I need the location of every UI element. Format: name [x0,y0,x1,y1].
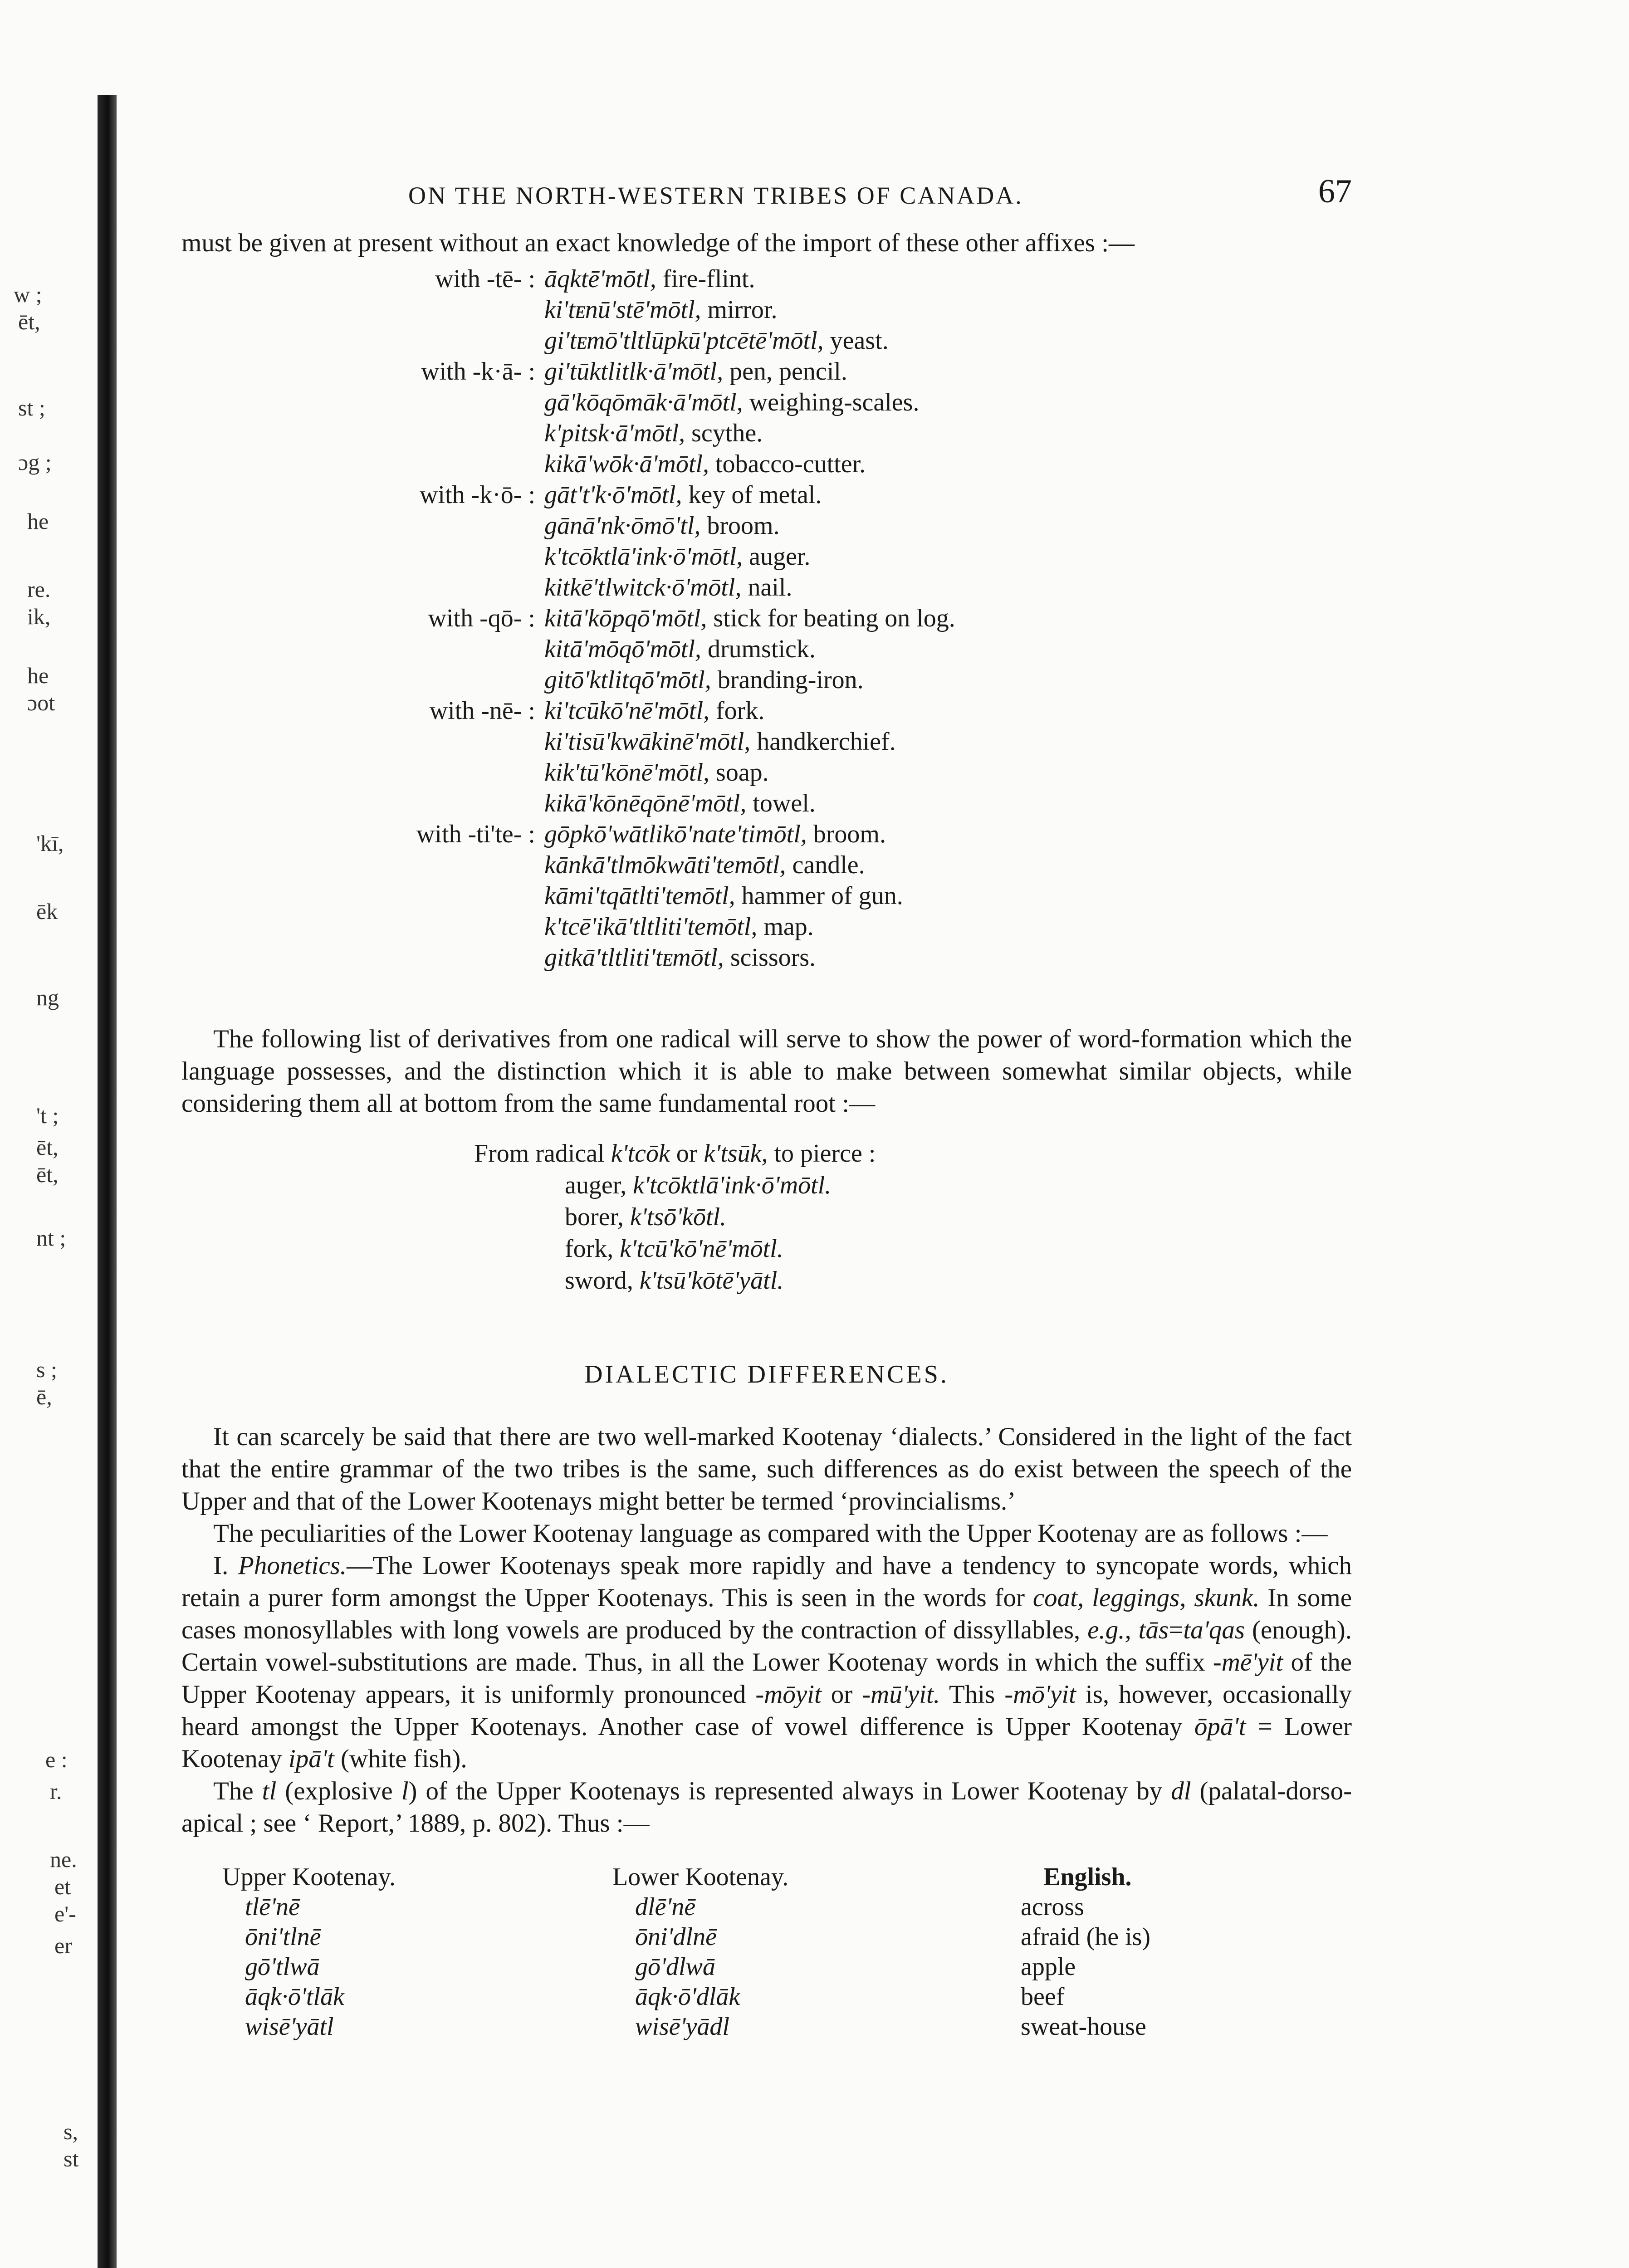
table-cell: gō'tlwā [245,1953,320,1981]
suffix-entry: k'pitsk·ā'mōtl, scythe. [544,419,763,447]
suffix-entry: gi'tūktlitlk·ā'mōtl, pen, pencil. [544,357,847,386]
margin-text: ēk [36,899,58,924]
table-cell: gō'dlwā [635,1953,715,1981]
table-cell: afraid (he is) [1021,1923,1151,1951]
comparison-table [181,1862,1352,2042]
table-header-cell: Lower Kootenay. [612,1863,789,1891]
dialect-paragraph-2: The peculiarities of the Lower Kootenay language as compared with the Upper Kootenay are as follows :— [213,1519,1328,1548]
margin-text: he [27,663,49,688]
page-number: 67 [1318,173,1352,210]
margin-text: ɔg ; [18,450,52,475]
margin-text: ɔot [27,690,55,715]
margin-text: ēt, [36,1162,59,1187]
suffix-entry: gi'tᴇmō'tltlūpkū'ptcētē'mōtl, yeast. [544,327,889,355]
suffix-group-te [181,264,1352,356]
table-cell: apple [1021,1953,1076,1981]
radical-derivative: sword, k'tsū'kōtē'yātl. [565,1266,784,1295]
table-cell: ōni'tlnē [245,1923,321,1951]
suffix-entry: gāt't'k·ō'mōtl, key of metal. [544,481,822,509]
suffix-entry: k'tcē'ikā'tltliti'temōtl, map. [544,913,814,941]
margin-text: e : [45,1747,68,1772]
table-cell: wisē'yādl [635,2013,729,2041]
table-row [181,1952,1352,1982]
margin-text: er [54,1933,72,1958]
suffix-group-qo [181,603,1352,695]
suffix-list [181,264,1352,973]
suffix-entry: kik'tū'kōnē'mōtl, soap. [544,758,769,787]
margin-text: nt ; [36,1225,66,1251]
radical-intro: From radical k'tcōk or k'tsūk, to pierce : [474,1139,876,1168]
suffix-group-ko [181,479,1352,603]
margin-text: w ; [14,282,42,307]
suffix-group-ka [181,356,1352,479]
margin-text: re. [27,577,51,602]
margin-text: e'- [54,1901,76,1926]
suffix-label: with -nē- : [429,697,535,725]
table-cell: āqk·ō'dlāk [635,1983,740,2011]
tl-paragraph: The tl (explosive l) of the Upper Kootenays is represented always in Lower Kootenay by dl (palatal-dorso-apical ; see ‘ Report,’ 1889, p. 802). Thus :— [181,1777,1352,1838]
suffix-label: with -k·ā- : [421,357,535,386]
suffix-entry: kikā'wōk·ā'mōtl, tobacco-cutter. [544,450,866,478]
margin-text: st [64,2146,79,2171]
suffix-entry: gitō'ktlitqō'mōtl, branding-iron. [544,666,864,694]
table-cell: ōni'dlnē [635,1923,717,1951]
suffix-group-ne [181,695,1352,819]
suffix-entry: kānkā'tlmōkwāti'temōtl, candle. [544,851,865,879]
suffix-label: with -k·ō- : [419,481,535,509]
margin-text: ng [36,985,59,1010]
suffix-entry: gōpkō'wātlikō'nate'timōtl, broom. [544,820,886,848]
suffix-entry: k'tcōktlā'ink·ō'mōtl, auger. [544,543,811,571]
table-cell: dlē'nē [635,1893,696,1921]
table-cell: tlē'nē [245,1893,300,1921]
margin-text: s ; [36,1357,57,1382]
table-row [181,1982,1352,2012]
margin-text: s, [64,2119,78,2144]
suffix-entry: gitkā'tltliti'tᴇmōtl, scissors. [544,943,816,972]
suffix-label: with -ti'te- : [416,820,535,848]
margin-text: ēt, [18,309,40,334]
table-cell: across [1021,1893,1084,1921]
table-cell: beef [1021,1983,1065,2011]
suffix-entry: kitā'mōqō'mōtl, drumstick. [544,635,816,663]
suffix-entry: āqktē'mōtl, fire-flint. [544,265,755,293]
page-content [181,172,1352,2042]
suffix-label: with -qō- : [428,604,535,632]
radical-derivative: fork, k'tcū'kō'nē'mōtl. [565,1235,783,1263]
suffix-entry: ki'tᴇnū'stē'mōtl, mirror. [544,296,778,324]
table-header-cell: English. [1043,1863,1132,1891]
running-head-title: ON THE NORTH-WESTERN TRIBES OF CANADA. [408,182,1023,209]
radical-derivative: auger, k'tcōktlā'ink·ō'mōtl. [565,1171,832,1199]
radical-block [181,1138,1352,1296]
table-header-cell: Upper Kootenay. [222,1863,396,1891]
running-head [181,172,1352,227]
table-row [181,1892,1352,1922]
derivatives-paragraph: The following list of derivatives from one radical will serve to show the power of word-formation which the language possesses, and the distinction which it is able to make between somewhat similar objects, while considering them all at bottom from the same fundamental root :— [181,1025,1352,1118]
margin-text: ne. [50,1847,77,1872]
phonetics-paragraph: I. Phonetics.—The Lower Kootenays speak more rapidly and have a tendency to syncopate words, which retain a purer form amongst the Upper Kootenays. This is seen in the words for coat, leggings, skunk. In some cases monosyllables with long vowels are produced by the contraction of dissyllables, e.g., tās=ta'qas (enough). Certain vowel-substitutions are made. Thus, in all the Lower Kootenay words in which the suffix -mē'yit of the Upper Kootenay appears, it is uniformly pronounced -mōyit or -mū'yit. This -mō'yit is, however, occasionally heard amongst the Upper Kootenays. Another case of vowel difference is Upper Kootenay ōpā't = Lower Kootenay ipā't (white fish). [181,1551,1352,1773]
facing-page-margin [0,0,91,2268]
intro-paragraph: must be given at present without an exact knowledge of the import of these other affixes :— [181,229,1135,257]
suffix-entry: ki'tcūkō'nē'mōtl, fork. [544,697,765,725]
suffix-entry: kitkē'tlwitck·ō'mōtl, nail. [544,573,792,601]
book-binding-shadow [98,95,117,2268]
suffix-label: with -tē- : [435,265,535,293]
suffix-entry: ki'tisū'kwākinē'mōtl, handkerchief. [544,728,896,756]
suffix-group-tite [181,819,1352,973]
suffix-entry: gānā'nk·ōmō'tl, broom. [544,512,780,540]
margin-text: et [54,1874,71,1899]
margin-text: ēt, [36,1134,59,1160]
margin-text: ik, [27,604,51,629]
table-header-row [181,1862,1352,1892]
margin-text: r. [50,1779,62,1804]
table-cell: wisē'yātl [245,2013,334,2041]
suffix-entry: gā'kōqōmāk·ā'mōtl, weighing-scales. [544,388,920,416]
suffix-entry: kāmi'tqātlti'temōtl, hammer of gun. [544,882,903,910]
suffix-entry: kikā'kōnēqōnē'mōtl, towel. [544,789,816,817]
table-cell: āqk·ō'tlāk [245,1983,344,2011]
margin-text: 'kī, [36,831,64,856]
suffix-entry: kitā'kōpqō'mōtl, stick for beating on log. [544,604,955,632]
table-row [181,1922,1352,1952]
section-title: DIALECTIC DIFFERENCES. [584,1360,949,1388]
dialect-paragraph-1: It can scarcely be said that there are two well-marked Kootenay ‘dialects.’ Considered in the light of the fact that the entire grammar of the two tribes is the same, such differences as do exist between the speech of the Upper and that of the Lower Kootenays might better be termed ‘provincialisms.’ [181,1422,1352,1515]
margin-text: he [27,508,49,534]
margin-text: ē, [36,1384,52,1409]
radical-derivative: borer, k'tsō'kōtl. [565,1203,727,1231]
table-row [181,2012,1352,2042]
margin-text: st ; [18,395,45,420]
margin-text: 't ; [36,1103,59,1128]
table-cell: sweat-house [1021,2013,1146,2041]
